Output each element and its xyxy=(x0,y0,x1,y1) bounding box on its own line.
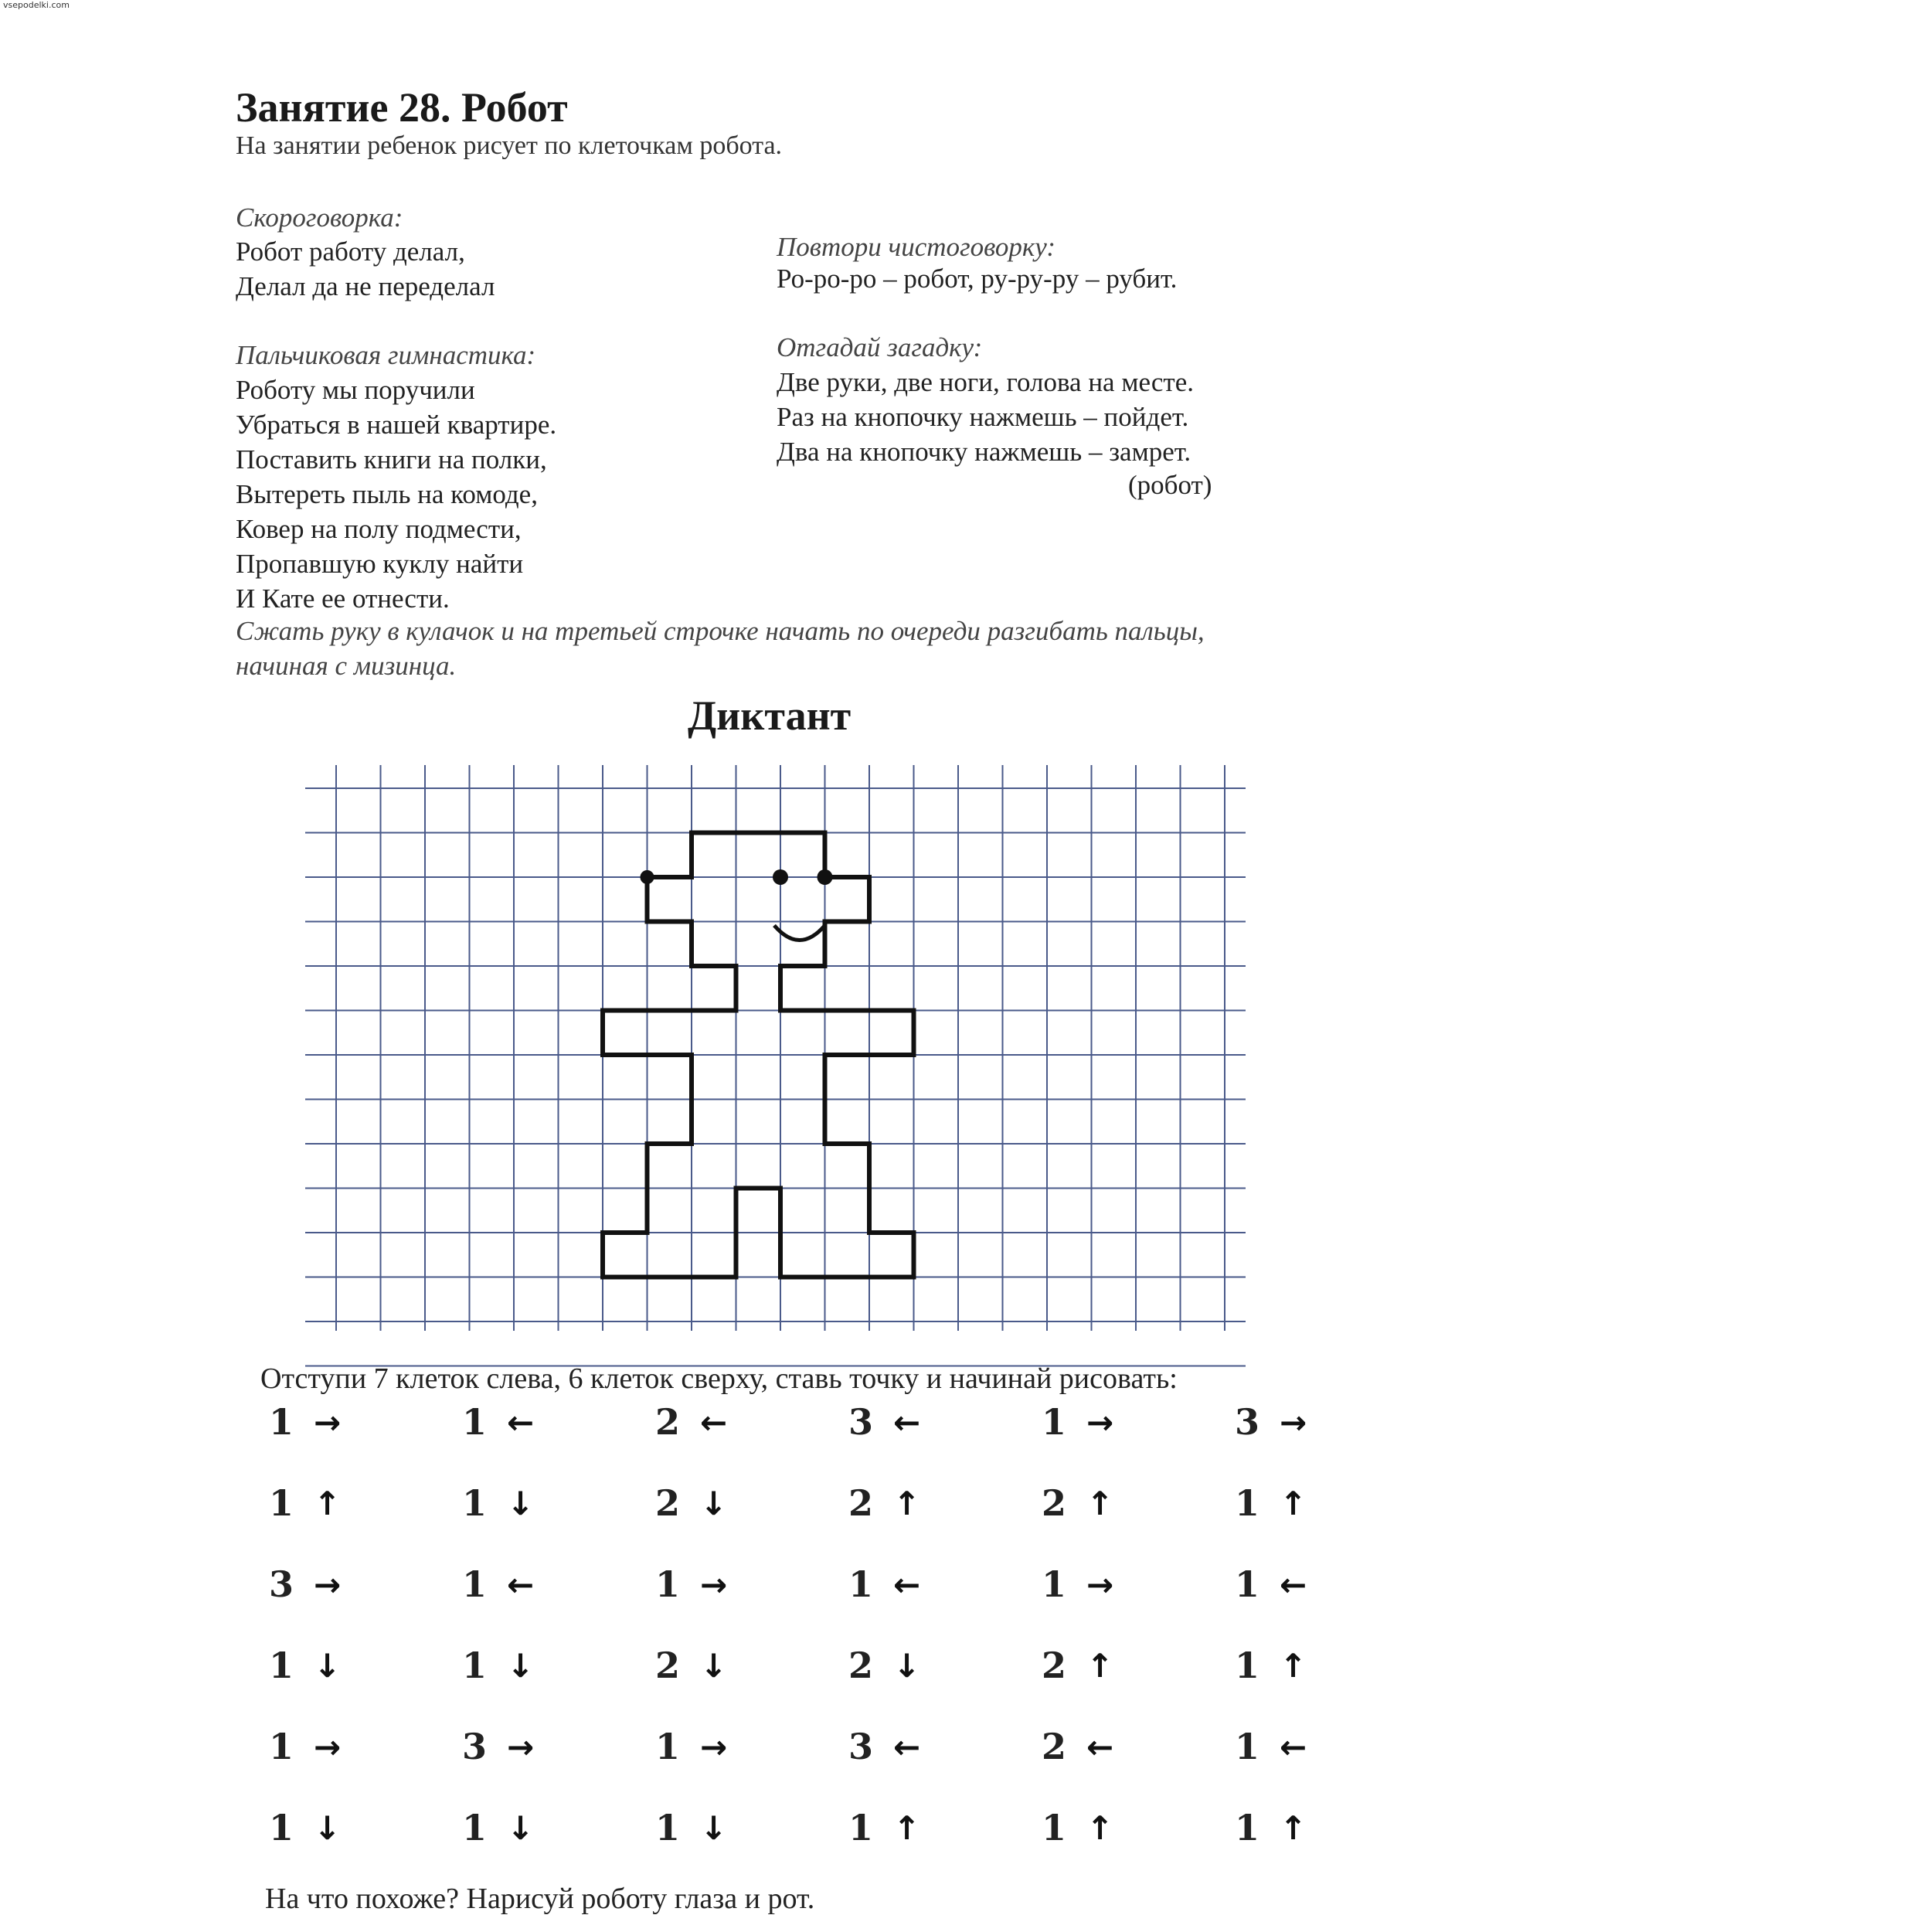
dictation-step xyxy=(1235,1395,1307,1449)
page-subtitle: На занятии ребенок рисует по клеточкам робота. xyxy=(236,131,783,160)
start-dot xyxy=(641,870,654,884)
riddle-line: Две руки, две ноги, голова на месте. xyxy=(777,367,1195,397)
dictation-instruction: Отступи 7 клеток слева, 6 клеток сверху, ставь точку и начинай рисовать: xyxy=(260,1362,1178,1395)
arrow-right-icon: → xyxy=(1280,1403,1307,1441)
step-count: 1 xyxy=(269,1726,294,1767)
step-count: 1 xyxy=(655,1563,681,1605)
arrow-down-icon: ↓ xyxy=(893,1646,921,1685)
dictation-step xyxy=(655,1476,727,1530)
arrow-right-icon: → xyxy=(314,1727,342,1766)
step-count: 1 xyxy=(1235,1563,1260,1605)
arrow-left-icon: ← xyxy=(700,1403,728,1441)
arrow-down-icon: ↓ xyxy=(700,1808,728,1847)
dictation-step xyxy=(1235,1638,1307,1692)
step-count: 1 xyxy=(848,1807,874,1849)
robot-eye xyxy=(773,869,788,885)
dictation-step xyxy=(655,1395,727,1449)
step-count: 1 xyxy=(462,1563,488,1605)
dictation-step xyxy=(1235,1801,1307,1855)
arrow-left-icon: ← xyxy=(507,1403,535,1441)
step-count: 3 xyxy=(848,1726,874,1767)
riddle-heading: Отгадай загадку: xyxy=(777,332,983,362)
arrow-right-icon: → xyxy=(700,1727,728,1766)
finger-gym-heading: Пальчиковая гимнастика: xyxy=(236,340,536,370)
step-count: 2 xyxy=(655,1401,681,1443)
riddle-line: Два на кнопочку нажмешь – замрет. xyxy=(777,437,1191,467)
step-count: 3 xyxy=(1235,1401,1260,1443)
step-count: 2 xyxy=(1042,1645,1067,1686)
dictation-step xyxy=(848,1476,920,1530)
step-count: 1 xyxy=(1235,1726,1260,1767)
step-count: 1 xyxy=(655,1726,681,1767)
arrow-up-icon: ↑ xyxy=(1280,1484,1307,1522)
arrow-down-icon: ↓ xyxy=(700,1484,728,1522)
step-count: 2 xyxy=(655,1482,681,1524)
step-count: 2 xyxy=(1042,1726,1067,1767)
dictation-title: Диктант xyxy=(688,692,852,739)
arrow-up-icon: ↑ xyxy=(893,1484,921,1522)
arrow-down-icon: ↓ xyxy=(314,1808,342,1847)
arrow-right-icon: → xyxy=(314,1403,342,1441)
dictation-step xyxy=(848,1801,920,1855)
step-count: 1 xyxy=(1042,1563,1067,1605)
step-count: 1 xyxy=(462,1645,488,1686)
dictation-step xyxy=(848,1557,920,1611)
robot-eye xyxy=(818,869,833,885)
finger-gym-line: Ковер на полу подмести, xyxy=(236,514,522,544)
riddle-answer: (робот) xyxy=(1128,470,1212,500)
repeat-heading: Повтори чистоговорку: xyxy=(777,232,1055,262)
watermark: vsepodelki.com xyxy=(3,0,70,10)
tongue-twister-line: Робот работу делал, xyxy=(236,236,465,267)
dictation-step xyxy=(1042,1638,1113,1692)
dictation-step xyxy=(1042,1557,1113,1611)
arrow-left-icon: ← xyxy=(1086,1727,1114,1766)
dictation-step xyxy=(1235,1476,1307,1530)
step-count: 1 xyxy=(1042,1401,1067,1443)
arrow-down-icon: ↓ xyxy=(700,1646,728,1685)
dictation-step xyxy=(1042,1476,1113,1530)
dictation-step xyxy=(655,1638,727,1692)
step-count: 3 xyxy=(848,1401,874,1443)
step-count: 1 xyxy=(269,1645,294,1686)
dictation-step xyxy=(462,1719,534,1774)
robot-mouth xyxy=(774,926,825,940)
arrow-up-icon: ↑ xyxy=(1280,1808,1307,1847)
arrow-up-icon: ↑ xyxy=(1086,1484,1114,1522)
dictation-step xyxy=(1235,1557,1307,1611)
step-count: 1 xyxy=(848,1563,874,1605)
step-count: 1 xyxy=(269,1401,294,1443)
dictation-step xyxy=(1042,1719,1113,1774)
step-count: 1 xyxy=(655,1807,681,1849)
finger-gym-line: Роботу мы поручили xyxy=(236,375,475,405)
dictation-step xyxy=(269,1801,341,1855)
arrow-down-icon: ↓ xyxy=(507,1484,535,1522)
dictation-step xyxy=(462,1476,534,1530)
arrow-right-icon: → xyxy=(700,1565,728,1604)
step-count: 1 xyxy=(269,1807,294,1849)
finger-gym-line: Пропавшую куклу найти xyxy=(236,549,524,579)
step-count: 1 xyxy=(269,1482,294,1524)
step-count: 1 xyxy=(462,1482,488,1524)
dictation-step xyxy=(269,1476,341,1530)
dictation-step xyxy=(269,1719,341,1774)
step-count: 2 xyxy=(1042,1482,1067,1524)
arrow-right-icon: → xyxy=(507,1727,535,1766)
dictation-step xyxy=(655,1801,727,1855)
arrow-left-icon: ← xyxy=(893,1565,921,1604)
riddle-line: Раз на кнопочку нажмешь – пойдет. xyxy=(777,402,1189,432)
dictation-step xyxy=(269,1395,341,1449)
step-count: 1 xyxy=(1042,1807,1067,1849)
step-count: 3 xyxy=(269,1563,294,1605)
repeat-line: Ро-ро-ро – робот, ру-ру-ру – рубит. xyxy=(777,264,1178,294)
dictation-step xyxy=(848,1395,920,1449)
dictation-step xyxy=(1042,1395,1113,1449)
step-count: 1 xyxy=(1235,1807,1260,1849)
dictation-step xyxy=(1042,1801,1113,1855)
page-title: Занятие 28. Робот xyxy=(236,84,568,131)
arrow-down-icon: ↓ xyxy=(507,1646,535,1685)
final-question: На что похоже? Нарисуй роботу глаза и рот. xyxy=(265,1883,815,1915)
finger-gym-note: Сжать руку в кулачок и на третьей строчке начать по очереди разгибать пальцы, xyxy=(236,616,1205,646)
arrow-right-icon: → xyxy=(314,1565,342,1604)
arrow-right-icon: → xyxy=(1086,1403,1114,1441)
dictation-step xyxy=(462,1638,534,1692)
tongue-twister-heading: Скороговорка: xyxy=(236,202,403,233)
dictation-step xyxy=(462,1801,534,1855)
dictation-step xyxy=(655,1719,727,1774)
dictation-step xyxy=(462,1395,534,1449)
tongue-twister-line: Делал да не переделал xyxy=(236,271,495,301)
arrow-up-icon: ↑ xyxy=(1086,1808,1114,1847)
dictation-step xyxy=(848,1638,920,1692)
dictation-step xyxy=(848,1719,920,1774)
step-count: 2 xyxy=(655,1645,681,1686)
arrow-down-icon: ↓ xyxy=(507,1808,535,1847)
dictation-step xyxy=(1235,1719,1307,1774)
finger-gym-note: начиная с мизинца. xyxy=(236,651,457,681)
arrow-up-icon: ↑ xyxy=(893,1808,921,1847)
arrow-down-icon: ↓ xyxy=(314,1646,342,1685)
arrow-left-icon: ← xyxy=(1280,1565,1307,1604)
finger-gym-line: Вытереть пыль на комоде, xyxy=(236,479,538,509)
arrow-left-icon: ← xyxy=(1280,1727,1307,1766)
step-count: 1 xyxy=(462,1807,488,1849)
dictation-step xyxy=(655,1557,727,1611)
finger-gym-line: Поставить книги на полки, xyxy=(236,444,547,474)
step-count: 1 xyxy=(1235,1645,1260,1686)
step-count: 2 xyxy=(848,1645,874,1686)
arrow-up-icon: ↑ xyxy=(1280,1646,1307,1685)
arrow-right-icon: → xyxy=(1086,1565,1114,1604)
arrow-left-icon: ← xyxy=(893,1727,921,1766)
step-count: 1 xyxy=(1235,1482,1260,1524)
finger-gym-line: И Кате ее отнести. xyxy=(236,583,450,614)
arrow-up-icon: ↑ xyxy=(314,1484,342,1522)
dictation-step xyxy=(269,1557,341,1611)
step-count: 1 xyxy=(462,1401,488,1443)
arrow-left-icon: ← xyxy=(893,1403,921,1441)
step-count: 3 xyxy=(462,1726,488,1767)
step-count: 2 xyxy=(848,1482,874,1524)
dictation-step xyxy=(269,1638,341,1692)
dictation-step xyxy=(462,1557,534,1611)
arrow-left-icon: ← xyxy=(507,1565,535,1604)
arrow-up-icon: ↑ xyxy=(1086,1646,1114,1685)
finger-gym-line: Убраться в нашей квартире. xyxy=(236,410,557,440)
